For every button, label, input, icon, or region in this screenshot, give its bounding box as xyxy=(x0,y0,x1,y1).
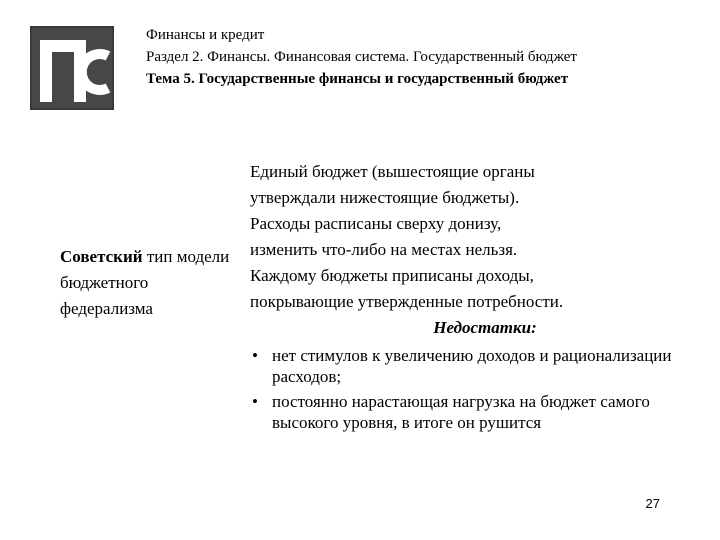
list-item xyxy=(250,345,680,387)
model-label-bold: Советский xyxy=(60,247,143,266)
pc-logo-icon xyxy=(30,26,114,110)
list-item-text: постоянно нарастающая нагрузка на бюджет самого высокого уровня, в итоге он рушится xyxy=(272,392,650,432)
content-line: изменить что-либо на местах нельзя. xyxy=(250,240,518,259)
bullet-icon: • xyxy=(252,392,258,411)
model-label xyxy=(60,244,230,322)
drawbacks-list xyxy=(250,345,680,433)
content-line: утверждали нижестоящие бюджеты). xyxy=(250,188,520,207)
section-title: Раздел 2. Финансы. Финансовая система. Государственный бюджет xyxy=(146,49,577,65)
main-content xyxy=(250,159,680,433)
slide-header xyxy=(146,24,666,90)
content-line: Каждому бюджеты приписаны доходы, xyxy=(250,266,534,285)
drawbacks-heading: Недостатки: xyxy=(433,318,537,337)
content-line: Единый бюджет (вышестоящие органы xyxy=(250,162,535,181)
content-line: Расходы расписаны сверху донизу, xyxy=(250,214,502,233)
list-item xyxy=(250,391,680,433)
model-label-rest: тип модели бюджетного федерализма xyxy=(60,247,230,318)
page-number: 27 xyxy=(645,496,660,511)
list-item-text: нет стимулов к увеличению доходов и рационализации расходов; xyxy=(272,346,672,386)
course-title: Финансы и кредит xyxy=(146,27,265,43)
content-line: покрывающие утвержденные потребности. xyxy=(250,292,564,311)
bullet-icon: • xyxy=(252,346,258,365)
topic-title: Тема 5. Государственные финансы и государственный бюджет xyxy=(146,71,569,87)
